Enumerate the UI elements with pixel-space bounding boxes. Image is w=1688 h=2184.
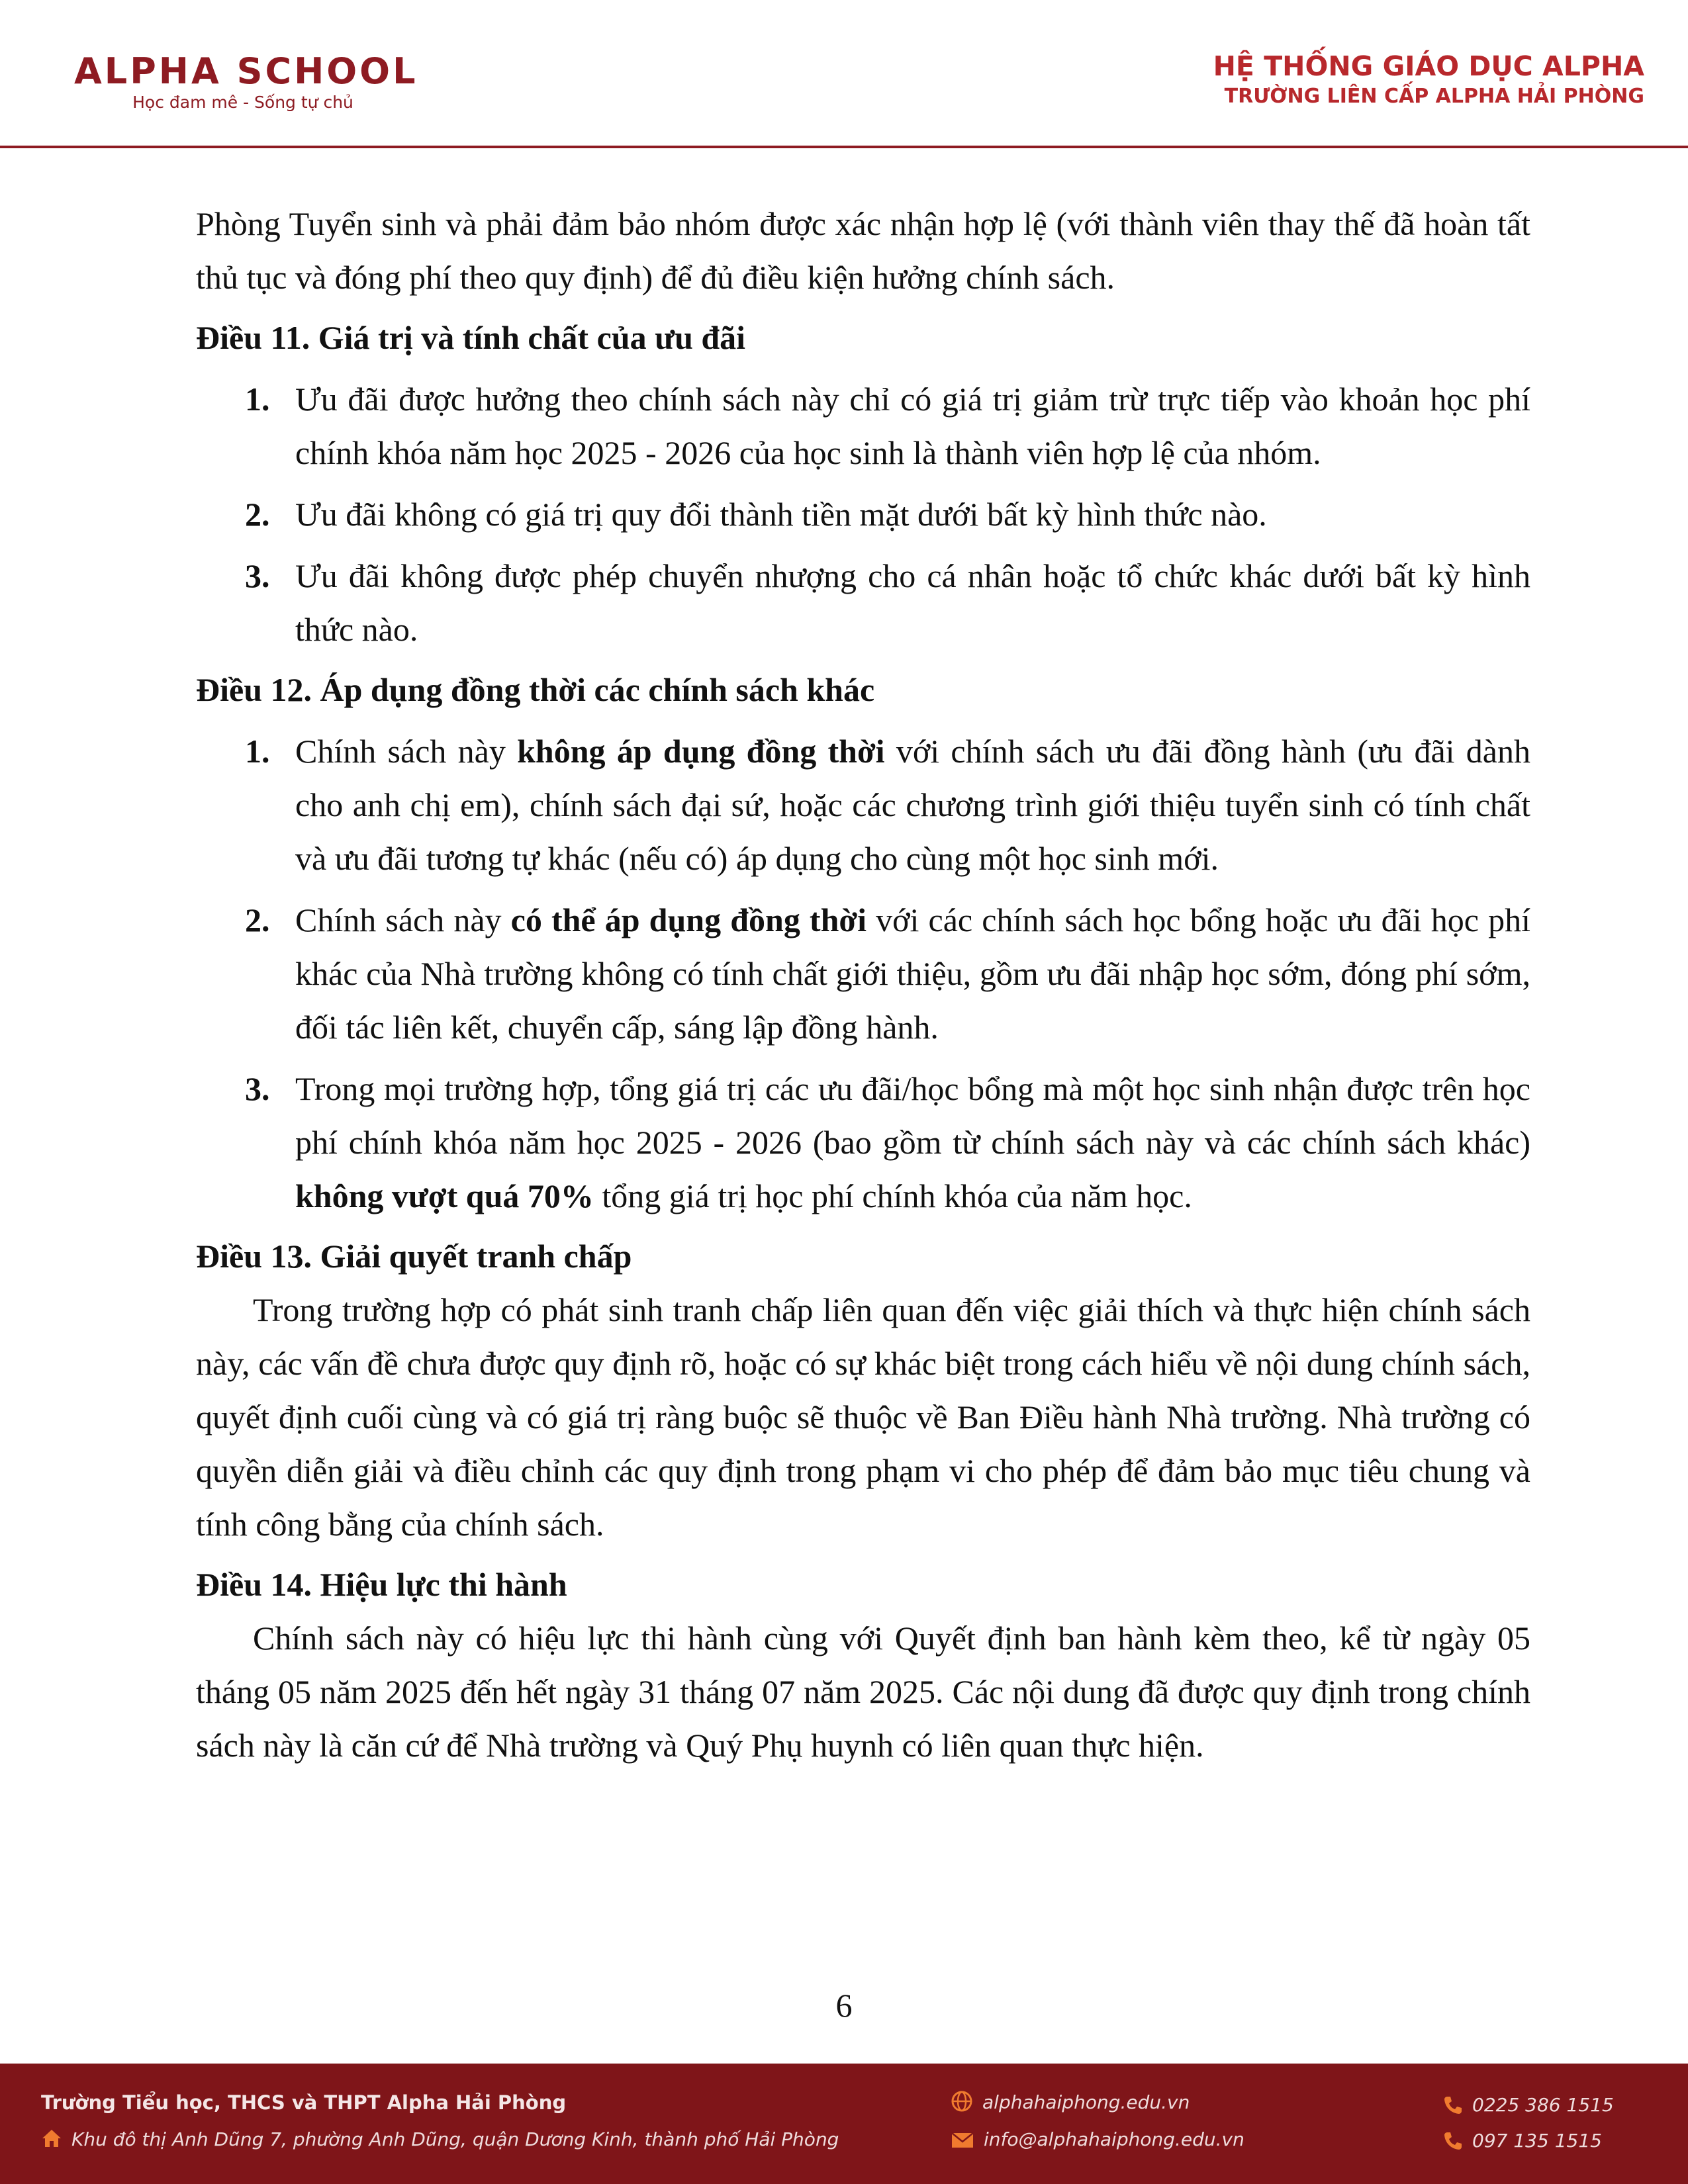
organization-name: HỆ THỐNG GIÁO DỤC ALPHA bbox=[1213, 50, 1644, 82]
school-logo bbox=[74, 50, 418, 114]
logo-name: ALPHA SCHOOL bbox=[74, 50, 418, 92]
list-item bbox=[196, 549, 1530, 657]
page-number: 6 bbox=[835, 1987, 853, 2024]
phone-number[interactable]: 097 135 1515 bbox=[1472, 2130, 1602, 2152]
email-link[interactable]: info@alphahaiphong.edu.vn bbox=[984, 2128, 1244, 2150]
home-icon bbox=[41, 2128, 62, 2148]
phone-icon bbox=[1443, 2095, 1463, 2115]
emphasis-text: không vượt quá 70% bbox=[295, 1177, 594, 1214]
footer-phone-1[interactable] bbox=[1443, 2094, 1614, 2116]
phone-icon bbox=[1443, 2131, 1463, 2151]
list-text: tổng giá trị học phí chính khóa của năm học. bbox=[593, 1177, 1192, 1214]
address-text: Khu đô thị Anh Dũng 7, phường Anh Dũng, quận Dương Kinh, thành phố Hải Phòng bbox=[71, 2128, 839, 2150]
list-number: 2. bbox=[245, 496, 270, 533]
list-number: 3. bbox=[245, 557, 270, 594]
list-number: 2. bbox=[245, 901, 270, 938]
article-12-heading: Điều 12. Áp dụng đồng thời các chính sách khác bbox=[196, 671, 875, 708]
list-text: Chính sách này bbox=[295, 733, 518, 770]
footer-website[interactable] bbox=[951, 2090, 1190, 2113]
footer-school-name: Trường Tiểu học, THCS và THPT Alpha Hải Phòng bbox=[41, 2091, 567, 2114]
list-text: Chính sách này bbox=[295, 901, 511, 938]
organization-block bbox=[1213, 49, 1644, 110]
article-11-list bbox=[196, 373, 1530, 657]
footer-address bbox=[41, 2128, 839, 2150]
article-11-heading: Điều 11. Giá trị và tính chất của ưu đãi bbox=[196, 319, 746, 356]
header-divider bbox=[0, 146, 1688, 148]
list-text: Ưu đãi được hưởng theo chính sách này chỉ có giá trị giảm trừ trực tiếp vào khoản học phí chính khóa năm học 2025 - 2026 của học sinh là thành viên hợp lệ của nhóm. bbox=[295, 381, 1530, 471]
page-footer bbox=[0, 2064, 1688, 2184]
list-item bbox=[196, 1062, 1530, 1223]
intro-paragraph: Phòng Tuyển sinh và phải đảm bảo nhóm được xác nhận hợp lệ (với thành viên thay thế đã hoàn tất thủ tục và đóng phí theo quy định) để đủ điều kiện hưởng chính sách. bbox=[196, 205, 1530, 296]
logo-slogan: Học đam mê - Sống tự chủ bbox=[132, 93, 353, 112]
list-number: 1. bbox=[245, 733, 270, 770]
globe-icon bbox=[951, 2090, 973, 2113]
list-number: 1. bbox=[245, 381, 270, 418]
list-text: với các chính sách học bổng hoặc ưu đãi học phí khác của Nhà trường không có tính chất giới thiệu, gồm ưu đãi nhập học sớm, đóng phí sớm, đối tác liên kết, chuyển cấp, sáng lập đồng hành. bbox=[295, 901, 1530, 1046]
mail-icon bbox=[951, 2131, 974, 2150]
school-name: TRƯỜNG LIÊN CẤP ALPHA HẢI PHÒNG bbox=[1224, 85, 1644, 108]
page-header bbox=[0, 0, 1688, 159]
list-item bbox=[196, 725, 1530, 886]
list-text: Ưu đãi không có giá trị quy đổi thành tiền mặt dưới bất kỳ hình thức nào. bbox=[295, 496, 1267, 533]
list-item bbox=[196, 893, 1530, 1054]
list-text: với chính sách ưu đãi đồng hành (ưu đãi dành cho anh chị em), chính sách đại sứ, hoặc các chương trình giới thiệu tuyển sinh có tính chất và ưu đãi tương tự khác (nếu có) áp dụng cho cùng một học sinh mới. bbox=[295, 733, 1530, 877]
list-item bbox=[196, 488, 1530, 541]
article-14-paragraph: Chính sách này có hiệu lực thi hành cùng với Quyết định ban hành kèm theo, kể từ ngày 05 tháng 05 năm 2025 đến hết ngày 31 tháng 07 năm 2025. Các nội dung đã được quy định trong chính sách này là căn cứ để Nhà trường và Quý Phụ huynh có liên quan thực hiện. bbox=[196, 1619, 1530, 1764]
document-body bbox=[196, 197, 1530, 1772]
website-link[interactable]: alphahaiphong.edu.vn bbox=[982, 2091, 1190, 2113]
footer-email[interactable] bbox=[951, 2128, 1244, 2150]
phone-number[interactable]: 0225 386 1515 bbox=[1472, 2094, 1614, 2116]
emphasis-text: không áp dụng đồng thời bbox=[517, 733, 885, 770]
list-text: Trong mọi trường hợp, tổng giá trị các ưu đãi/học bổng mà một học sinh nhận được trên học phí chính khóa năm học 2025 - 2026 (bao gồm từ chính sách này và các chính sách khác) bbox=[295, 1070, 1530, 1161]
list-text: Ưu đãi không được phép chuyển nhượng cho cá nhân hoặc tổ chức khác dưới bất kỳ hình thức nào. bbox=[295, 557, 1530, 648]
list-item bbox=[196, 373, 1530, 480]
list-number: 3. bbox=[245, 1070, 270, 1107]
article-13-heading: Điều 13. Giải quyết tranh chấp bbox=[196, 1238, 632, 1275]
footer-phone-2[interactable] bbox=[1443, 2130, 1602, 2152]
article-14-heading: Điều 14. Hiệu lực thi hành bbox=[196, 1566, 567, 1603]
emphasis-text: có thể áp dụng đồng thời bbox=[510, 901, 867, 938]
article-12-list bbox=[196, 725, 1530, 1223]
article-13-paragraph: Trong trường hợp có phát sinh tranh chấp liên quan đến việc giải thích và thực hiện chính sách này, các vấn đề chưa được quy định rõ, hoặc có sự khác biệt trong cách hiểu về nội dung chính sách, quyết định cuối cùng và có giá trị ràng buộc sẽ thuộc về Ban Điều hành Nhà trường. Nhà trường có quyền diễn giải và điều chỉnh các quy định trong phạm vi cho phép để đảm bảo mục tiêu chung và tính công bằng của chính sách. bbox=[196, 1291, 1530, 1543]
